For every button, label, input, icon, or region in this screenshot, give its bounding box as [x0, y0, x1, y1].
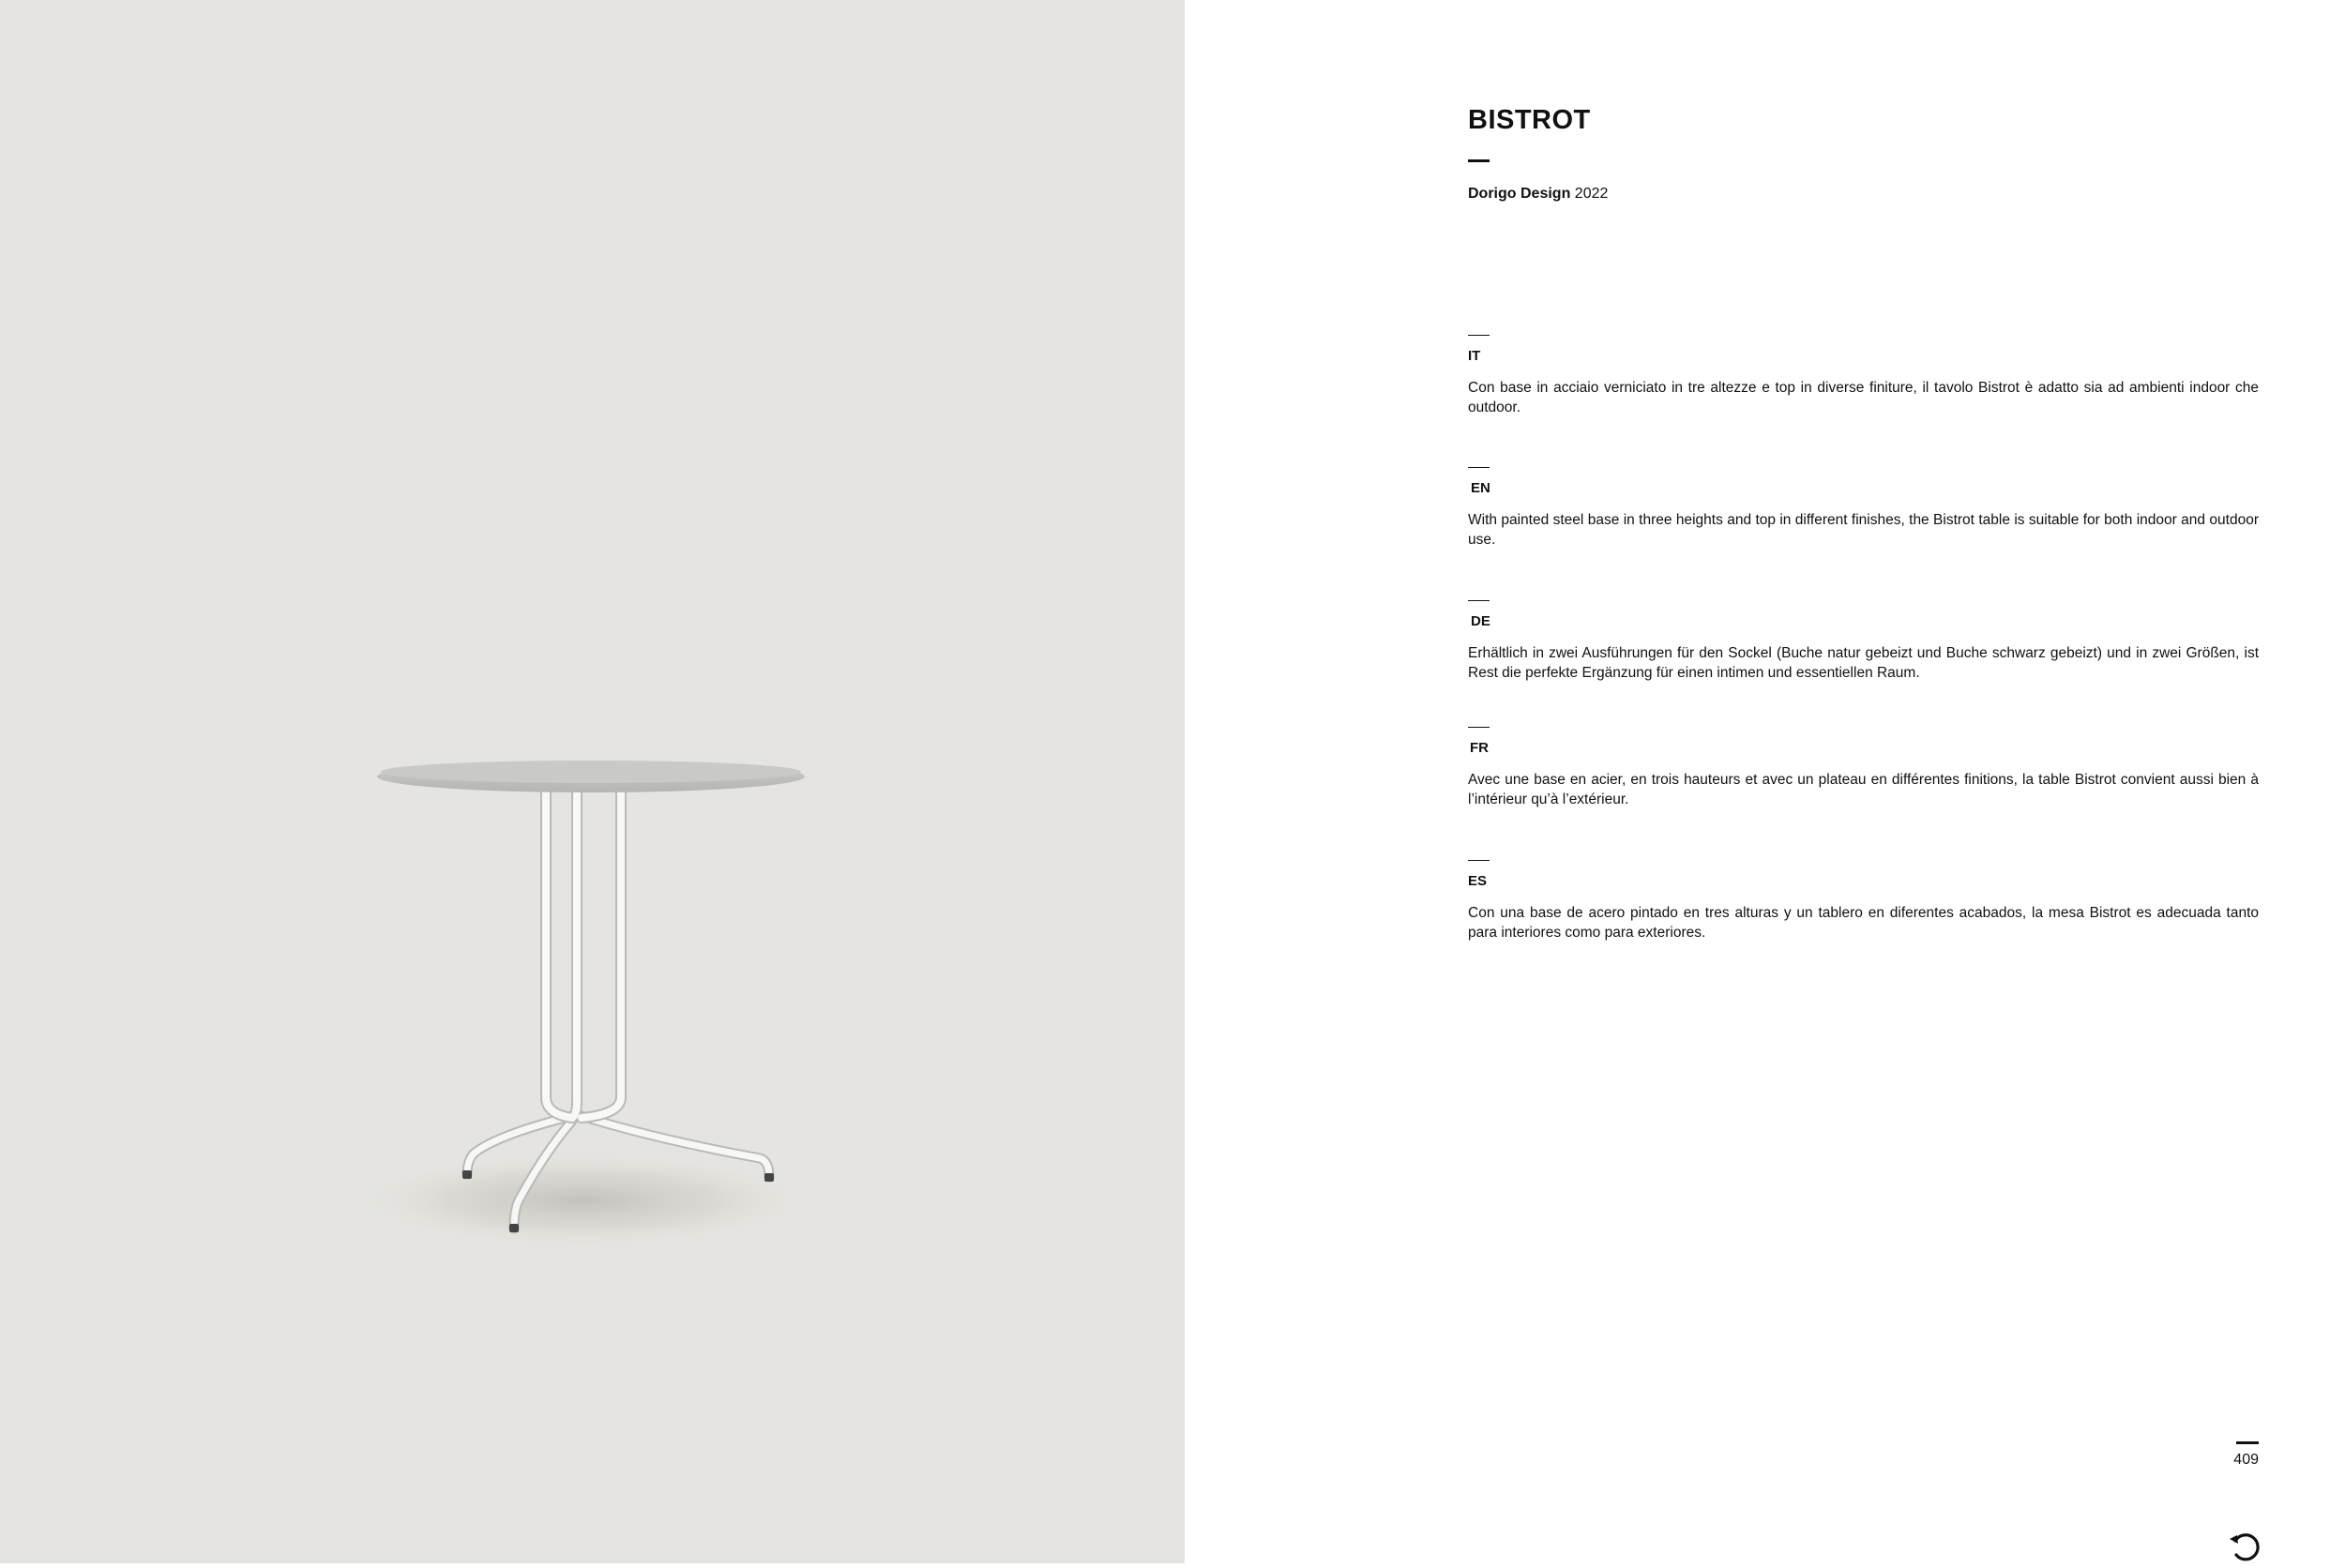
language-code: FR	[1470, 740, 1489, 756]
description-fr	[1468, 727, 2259, 809]
section-divider	[1468, 727, 1490, 728]
description-es	[1468, 860, 2259, 942]
page-number-divider	[2236, 1441, 2259, 1444]
section-divider	[1468, 467, 1490, 468]
product-title: BISTROT	[1468, 105, 1591, 135]
designer-name: Dorigo Design	[1468, 186, 1571, 202]
back-button[interactable]	[2227, 1529, 2264, 1563]
section-divider	[1468, 860, 1490, 861]
language-code: EN	[1471, 480, 1490, 496]
description-it	[1468, 335, 2259, 417]
language-code: IT	[1468, 348, 1481, 364]
language-code: ES	[1468, 873, 1488, 889]
description-text: Erhältlich in zwei Ausführungen für den Sockel (Buche natur gebeizt und Buche schwarz gebeizt) und in zwei Größen, ist Rest die perfekte Ergänzung für einen intimen und essentiellen Raum.	[1468, 645, 2259, 681]
description-text: With painted steel base in three heights and top in different finishes, the Bistrot table is suitable for both indoor and outdoor use.	[1468, 512, 2259, 548]
language-code: DE	[1471, 613, 1490, 629]
design-year: 2022	[1574, 186, 1609, 202]
description-text: Con base in acciaio verniciato in tre altezze e top in diverse finiture, il tavolo Bistrot è adatto sia ad ambienti indoor che outdoor.	[1468, 380, 2259, 415]
section-divider	[1468, 600, 1490, 601]
designer-credit	[1468, 186, 1608, 203]
undo-arrow-icon	[2227, 1529, 2264, 1563]
description-de	[1468, 600, 2259, 683]
description-en	[1468, 467, 2259, 550]
bistrot-table-image	[347, 741, 835, 1266]
description-text: Con una base de acero pintado en tres alturas y un tablero en diferentes acabados, la mesa Bistrot es adecuada tanto para interiores como para exteriores.	[1468, 905, 2259, 941]
description-text: Avec une base en acier, en trois hauteurs et avec un plateau en différentes finitions, la table Bistrot convient aussi bien à l’intérieur qu’à l’extérieur.	[1468, 772, 2259, 807]
page-number: 409	[2233, 1452, 2259, 1468]
section-divider	[1468, 335, 1490, 336]
title-divider	[1468, 159, 1490, 162]
